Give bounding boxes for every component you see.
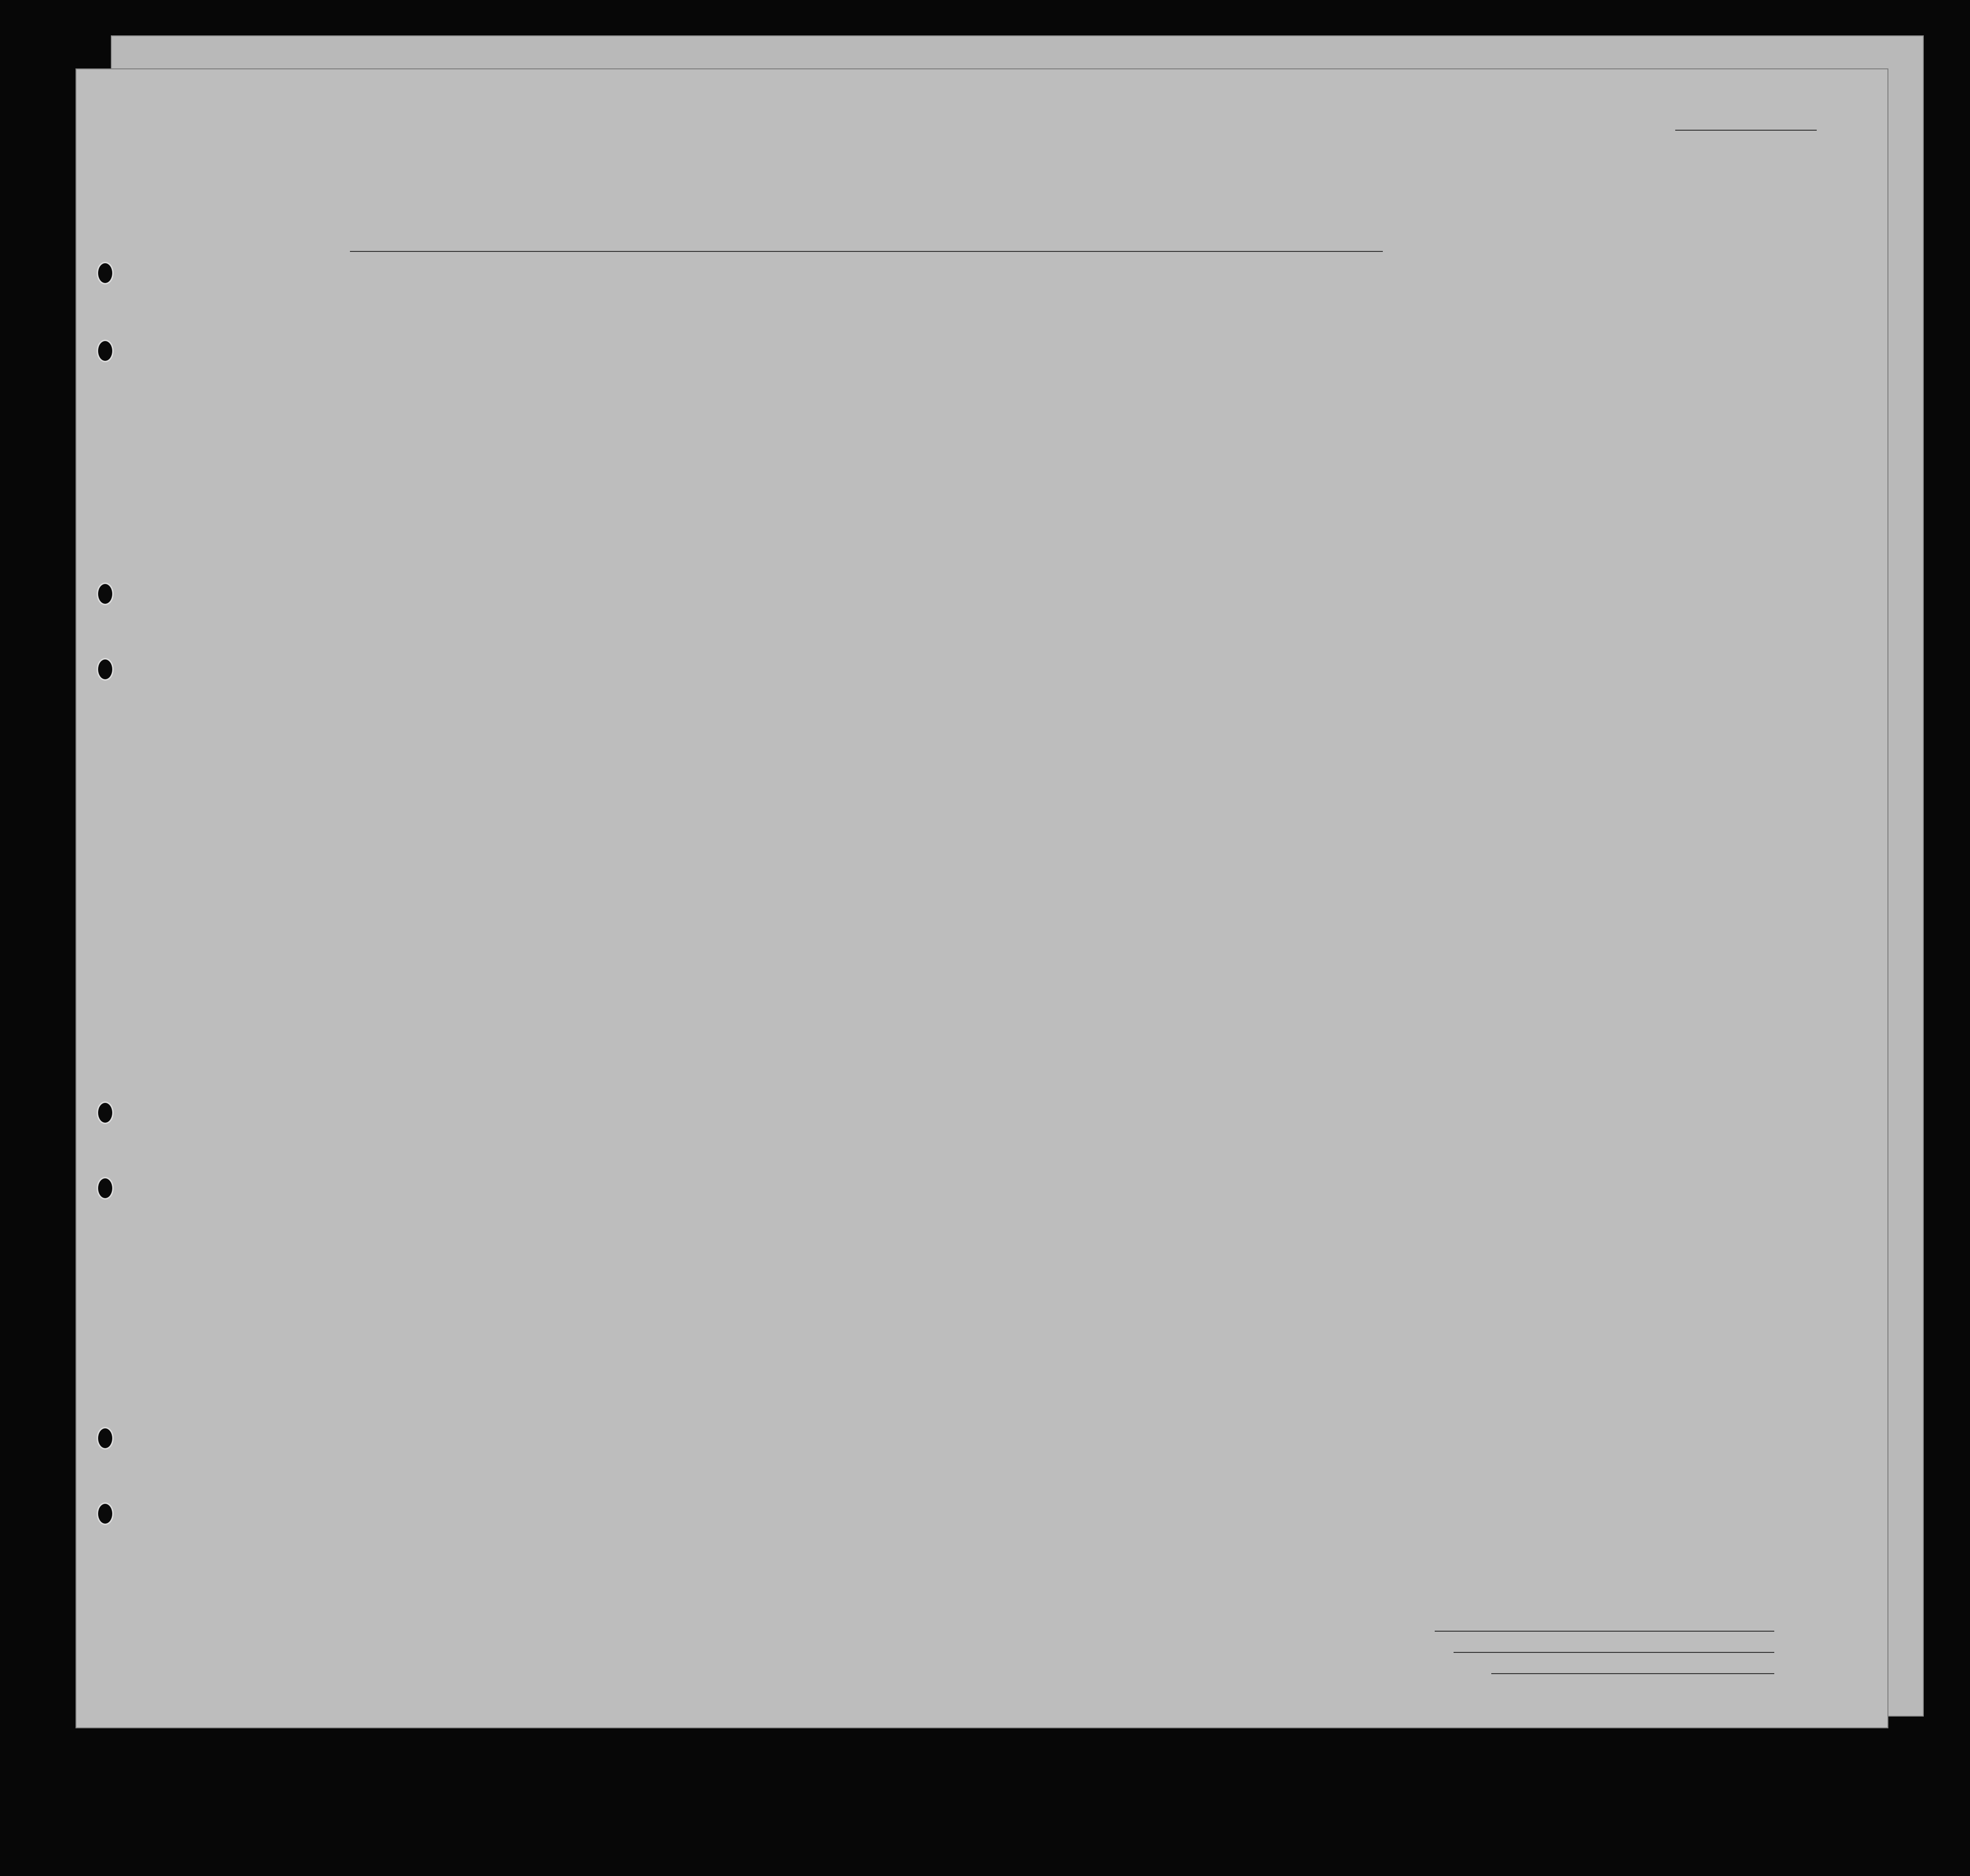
binder-hole [97,1177,114,1200]
binder-hole [97,340,114,362]
binder-hole [97,1427,114,1450]
binder-hole [97,1101,114,1124]
binder-hole [97,1502,114,1525]
binder-hole [97,262,114,284]
manifest-sheet [75,68,1888,1728]
binder-hole [97,658,114,681]
binder-hole [97,583,114,605]
